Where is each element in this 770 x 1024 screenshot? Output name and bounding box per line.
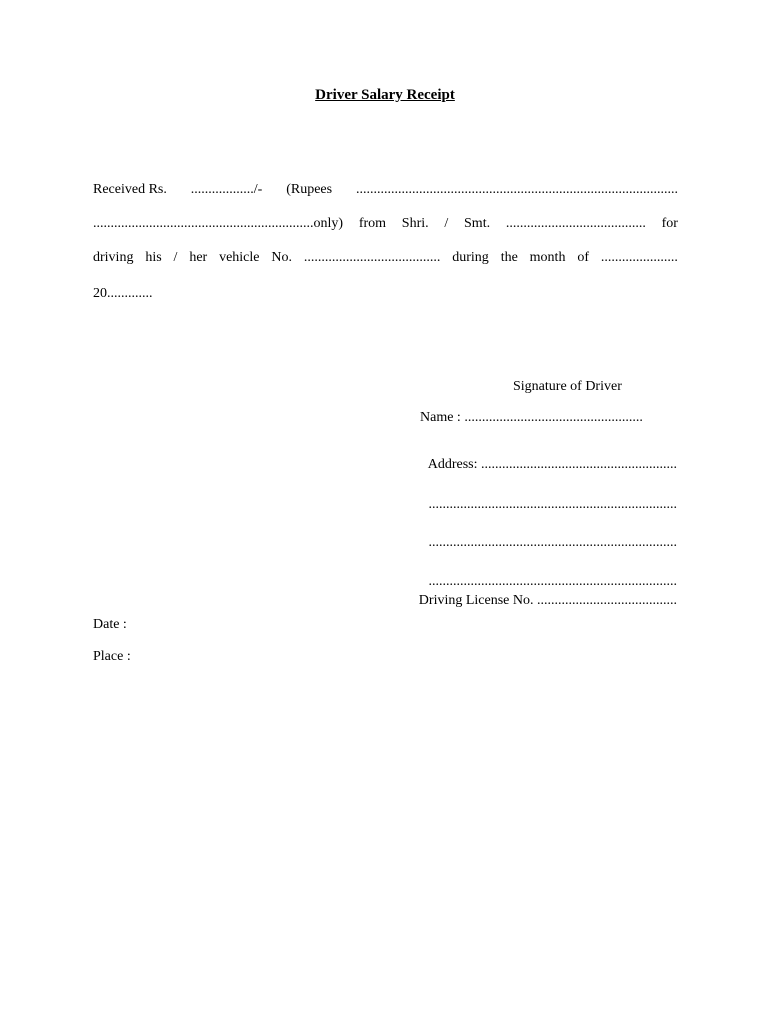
his-word: his [145, 250, 162, 265]
smt-word: Smt. [464, 216, 491, 231]
driver-address-field: Address: ........................................................ [427, 457, 677, 472]
payer-name-blank: ........................................ [505, 216, 646, 231]
slash-separator: / [173, 250, 178, 265]
the-word: the [500, 250, 518, 265]
received-label: Received Rs. [93, 182, 167, 197]
for-word: for [661, 216, 678, 231]
driver-address-line-3: ....................................................................... [428, 535, 677, 550]
month-word: month [529, 250, 566, 265]
from-word: from [358, 216, 387, 231]
shri-word: Shri. [401, 216, 429, 231]
place-field: Place : [93, 649, 131, 664]
slash-separator: / [444, 216, 449, 231]
month-blank: ...................... [600, 250, 678, 265]
during-word: during [452, 250, 489, 265]
signature-label: Signature of Driver [513, 379, 622, 394]
receipt-line-vehicle [93, 249, 678, 267]
vehicle-word: vehicle [219, 250, 260, 265]
driver-address-line-2: ....................................................................... [428, 497, 677, 512]
page-title: Driver Salary Receipt [315, 87, 455, 103]
driver-name-field: Name : ................................................... [420, 410, 643, 425]
date-field: Date : [93, 617, 127, 632]
no-word: No. [271, 250, 292, 265]
rupees-words-blank: ............................................................................................ [356, 182, 678, 197]
her-word: her [189, 250, 208, 265]
driving-word: driving [93, 250, 134, 265]
receipt-line-payer [93, 215, 678, 233]
driver-address-line-4: ....................................................................... [428, 574, 677, 589]
receipt-line-amount [93, 181, 678, 199]
driving-license-field: Driving License No. ........................................ [418, 593, 677, 608]
words-continued-blank: ...............................................................only) [93, 216, 344, 231]
rupees-label: (Rupees [286, 182, 333, 197]
of-word: of [577, 250, 589, 265]
vehicle-number-blank: ....................................... [303, 250, 441, 265]
amount-blank: ................../- [190, 182, 263, 197]
year-blank: 20............. [93, 286, 153, 301]
